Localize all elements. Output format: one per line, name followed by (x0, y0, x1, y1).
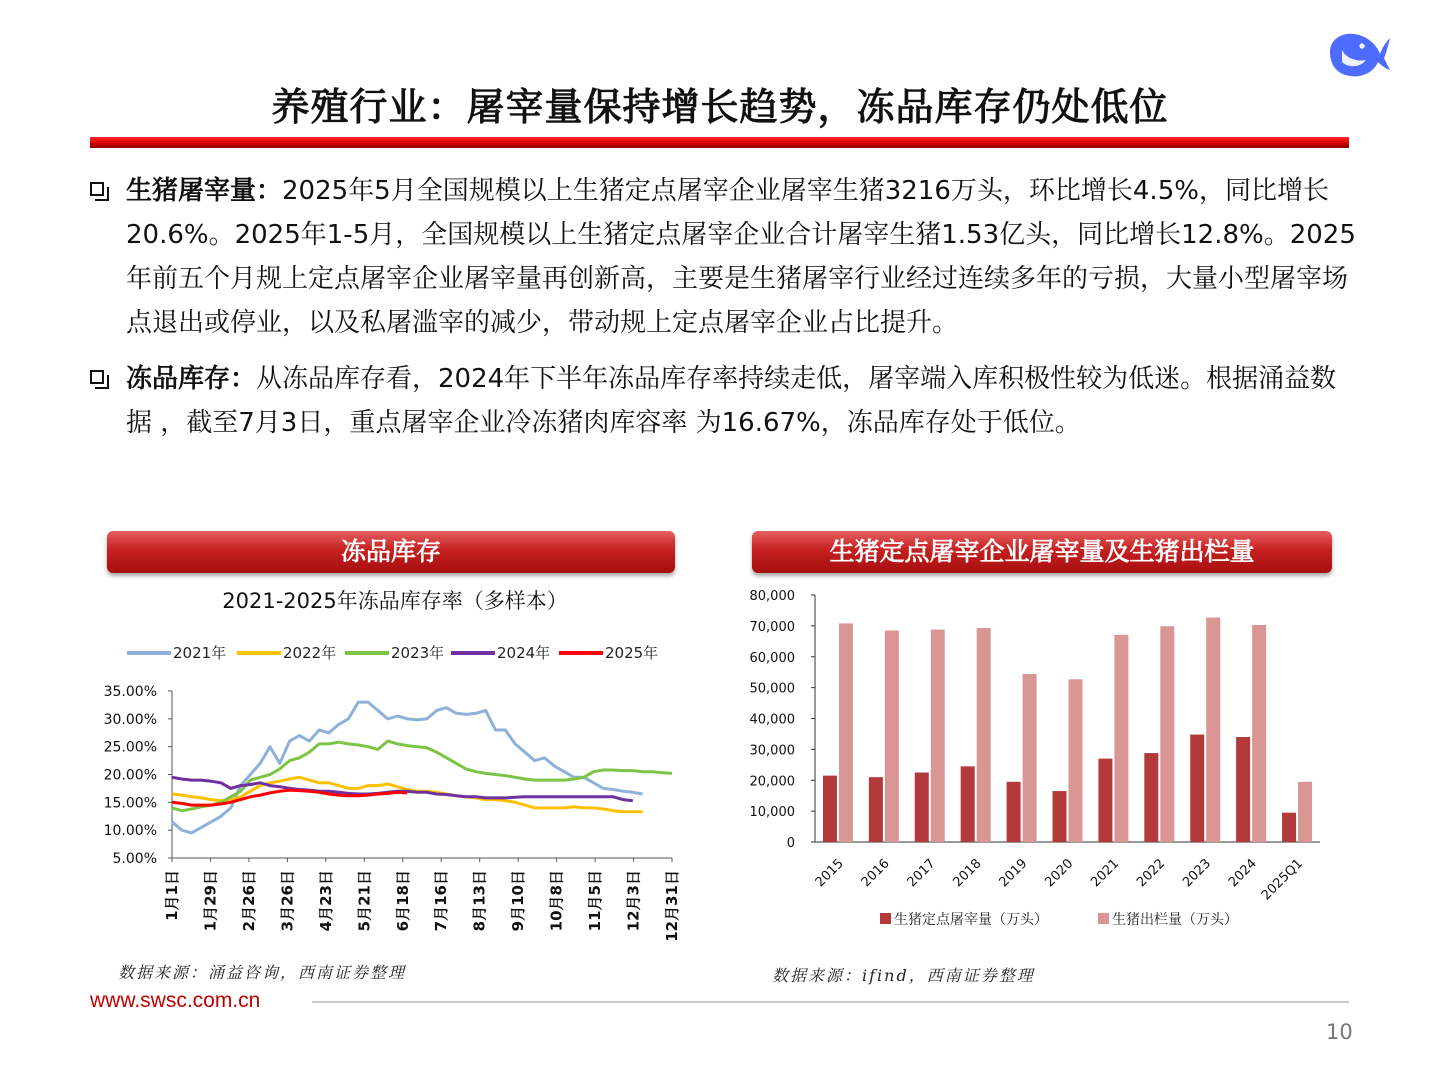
bar-output-2015 (839, 623, 853, 842)
x-tick-label: 2024 (1225, 856, 1260, 891)
bar-slaughter-2015 (823, 776, 837, 842)
x-tick-label: 4月23日 (316, 870, 335, 932)
x-tick-label: 2月26日 (239, 870, 258, 932)
slaughter-bar-chart (740, 580, 1340, 940)
y-tick-label: 25.00% (103, 739, 157, 756)
left-chart-banner: 冻品库存 (107, 531, 675, 573)
page-title: 养殖行业：屠宰量保持增长趋势，冻品库存仍处低位 (271, 85, 1169, 129)
bar-slaughter-2019 (1007, 782, 1021, 842)
y-tick-label: 30,000 (749, 743, 795, 759)
y-tick-label: 10.00% (103, 823, 157, 840)
right-chart-banner: 生猪定点屠宰企业屠宰量及生猪出栏量 (752, 531, 1332, 573)
left-chart-source: 数据来源：涌益咨询，西南证券整理 (118, 963, 407, 982)
x-tick-label: 2020 (1042, 856, 1077, 891)
whale-logo (1324, 28, 1392, 78)
bar-output-2021 (1114, 635, 1128, 842)
legend-label: 2023年 (391, 644, 445, 662)
bar-slaughter-2023 (1190, 735, 1204, 842)
x-tick-label: 2021 (1088, 856, 1123, 891)
bullet-frozen-stock (90, 357, 1360, 445)
x-tick-label: 1月1日 (163, 870, 181, 921)
x-tick-label: 12月3日 (624, 870, 643, 932)
y-tick-label: 80,000 (749, 589, 795, 604)
page-number: 10 (1326, 1020, 1353, 1044)
whale-logo-icon (1324, 28, 1392, 78)
bar-output-2023 (1206, 618, 1220, 842)
y-tick-label: 15.00% (103, 795, 157, 812)
y-tick-label: 10,000 (749, 805, 795, 821)
bar-slaughter-2018 (961, 766, 975, 842)
x-tick-label: 2025Q1 (1258, 856, 1306, 904)
bullet-label: 生猪屠宰量： (126, 176, 283, 206)
y-tick-label: 70,000 (749, 619, 795, 635)
x-tick-label: 2016 (858, 856, 893, 891)
x-tick-label: 1月29日 (201, 870, 220, 932)
x-tick-label: 2022 (1134, 856, 1169, 891)
y-tick-label: 0 (786, 836, 795, 851)
series-line-2023年 (172, 741, 672, 811)
footer-url[interactable]: www.swsc.com.cn (90, 989, 261, 1012)
bar-output-2018 (977, 628, 991, 842)
legend-label: 2022年 (283, 644, 337, 662)
x-tick-label: 11月5日 (586, 870, 605, 932)
y-tick-label: 40,000 (749, 712, 795, 728)
bar-output-2024 (1252, 625, 1266, 842)
x-tick-label: 3月26日 (278, 870, 297, 932)
bar-slaughter-2020 (1053, 791, 1067, 842)
x-tick-label: 8月13日 (470, 870, 489, 932)
legend-label: 2025年 (605, 644, 659, 662)
legend-label: 生猪定点屠宰量（万头） (894, 912, 1048, 928)
frozen-stock-line-chart (95, 580, 695, 950)
y-tick-label: 60,000 (749, 650, 795, 666)
x-tick-label: 5月21日 (355, 870, 374, 932)
x-tick-label: 2019 (996, 856, 1031, 891)
y-tick-label: 50,000 (749, 681, 795, 697)
bar-slaughter-2016 (869, 777, 883, 842)
bullet-slaughter (90, 169, 1360, 345)
bullet-text: 2025年5月全国规模以上生猪定点屠宰企业屠宰生猪3216万头，环比增长4.5%，同比增长20.6%。2025年1-5月，全国规模以上生猪定点屠宰企业合计屠宰生猪1.53亿头，同比增长12.8%。2025年前五个月规上定点屠宰企业屠宰量再创新高，主要是生猪屠宰行业经过连续多年的亏损，大量小型屠宰场点退出或停业，以及私屠滥宰的减少，带动规上定点屠宰企业占比提升。 (126, 176, 1356, 338)
x-tick-label: 9月10日 (509, 870, 528, 932)
bar-slaughter-2021 (1098, 759, 1112, 842)
y-tick-label: 20.00% (103, 767, 157, 784)
legend-swatch (880, 913, 891, 924)
x-tick-label: 2018 (950, 856, 985, 891)
bar-output-2017 (931, 630, 945, 842)
x-tick-label: 2017 (904, 856, 939, 891)
x-tick-label: 10月8日 (547, 870, 566, 932)
bar-slaughter-2025Q1 (1282, 813, 1296, 842)
checkbox-bullet-icon (90, 182, 104, 196)
legend-swatch (1098, 913, 1109, 924)
x-tick-label: 12月31日 (663, 870, 681, 942)
y-tick-label: 5.00% (112, 851, 157, 867)
bar-output-2016 (885, 631, 899, 842)
legend-label: 生猪出栏量（万头） (1112, 912, 1238, 928)
bar-output-2020 (1069, 679, 1083, 842)
legend-label: 2021年 (173, 644, 227, 662)
checkbox-bullet-icon (90, 370, 104, 384)
chart-title: 2021-2025年冻品库存率（多样本） (222, 589, 568, 613)
bar-slaughter-2022 (1144, 753, 1158, 842)
right-chart-source: 数据来源：ifind，西南证券整理 (772, 966, 1035, 985)
x-tick-label: 7月16日 (432, 870, 451, 932)
bar-output-2025Q1 (1298, 782, 1312, 842)
y-tick-label: 20,000 (749, 774, 795, 790)
series-line-2021年 (172, 702, 643, 833)
footer-divider (312, 1001, 1349, 1003)
bar-slaughter-2024 (1236, 737, 1250, 842)
bullet-label: 冻品库存： (126, 364, 257, 394)
y-tick-label: 35.00% (103, 684, 157, 700)
bar-slaughter-2017 (915, 773, 929, 842)
x-tick-label: 2015 (812, 856, 847, 891)
bar-output-2022 (1160, 626, 1174, 842)
legend-label: 2024年 (497, 644, 551, 662)
x-tick-label: 6月18日 (393, 870, 412, 932)
x-tick-label: 2023 (1180, 856, 1215, 891)
bullet-text: 从冻品库存看，2024年下半年冻品库存率持续走低，屠宰端入库积极性较为低迷。根据涌益数据 ，截至7月3日，重点屠宰企业冷冻猪肉库容率 为16.67%，冻品库存处于低位。 (126, 364, 1337, 438)
bar-output-2019 (1023, 674, 1037, 842)
y-tick-label: 30.00% (103, 711, 157, 728)
title-underline (90, 137, 1349, 148)
